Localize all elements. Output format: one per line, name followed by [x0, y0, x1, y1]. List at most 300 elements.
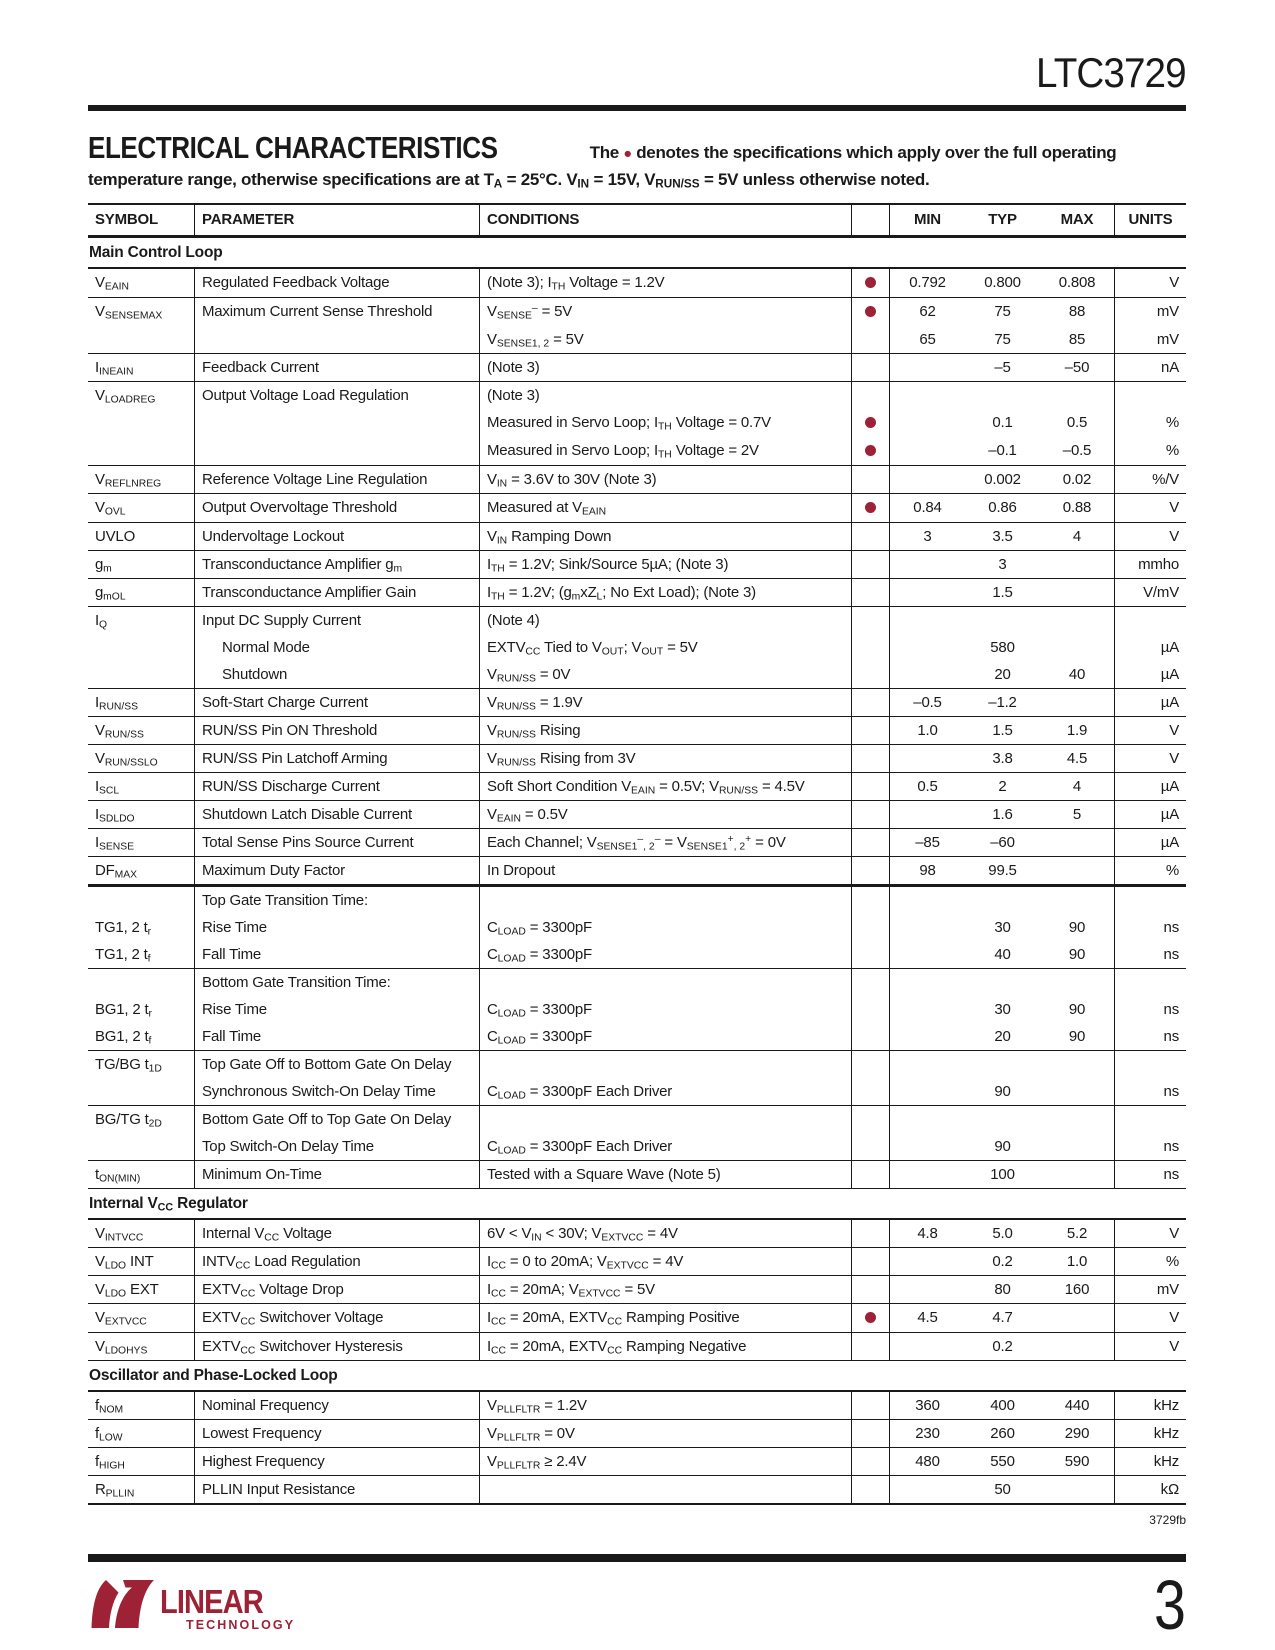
- cell-max: 5: [1040, 801, 1115, 828]
- cell-conditions: [480, 1106, 852, 1133]
- cell-units: ns: [1163, 1138, 1179, 1155]
- cell-min: 0.84: [913, 499, 942, 516]
- cell-conditions: $I_{CC} = 20mA$, $EXTV_{CC}$ Ramping Negative: [480, 1333, 852, 1360]
- cell-units: kHz: [1153, 1425, 1179, 1442]
- lt-logo-icon: [88, 1578, 156, 1630]
- table-row-line: [88, 269, 1186, 297]
- cell-conditions: $V_{RUN/SS} = 1.9V$: [480, 689, 852, 716]
- cell-conditions: $C_{LOAD} = 3300pF$ Each Driver: [480, 1133, 852, 1160]
- cell-symbol: BG/TG $t_{2D}$: [88, 1106, 195, 1133]
- table-row-line: [88, 409, 1186, 437]
- header-symbol: SYMBOL: [88, 205, 195, 235]
- cell-units: %: [1165, 442, 1179, 459]
- cell-conditions: (Note 3): [480, 354, 852, 381]
- table-row-line: [88, 1448, 1186, 1475]
- cell-conditions: $V_{SENSE}^- = 5V$: [480, 298, 852, 326]
- table-row-line: [88, 829, 1186, 856]
- table-row-line: [88, 914, 1186, 941]
- table-row-line: [88, 857, 1186, 884]
- cell-parameter: $EXTV_{CC}$ Switchover Hysteresis: [195, 1333, 480, 1360]
- table-row-line: [88, 579, 1186, 606]
- cell-units: %: [1165, 414, 1179, 431]
- cell-min: 3: [923, 528, 932, 545]
- cell-bullet: [852, 326, 890, 353]
- cell-typ: 3.8: [992, 750, 1013, 767]
- cell-symbol: $V_{LDO}$ EXT: [88, 1276, 195, 1303]
- cell-parameter: [195, 409, 480, 437]
- cell-symbol: UVLO: [88, 523, 195, 550]
- cell-max: [1040, 1051, 1115, 1078]
- cell-symbol: $I_{SCL}$: [88, 773, 195, 800]
- cell-typ: 3.5: [992, 528, 1013, 545]
- cell-bullet: [852, 298, 890, 326]
- cell-bullet: [852, 1333, 890, 1360]
- cell-max: [1040, 1476, 1115, 1503]
- logo-technology-text: TECHNOLOGY: [186, 1617, 296, 1632]
- cell-conditions: [480, 1051, 852, 1078]
- cell-max: 590: [1040, 1448, 1115, 1475]
- cell-units: %: [1165, 1253, 1179, 1270]
- cell-conditions: In Dropout: [480, 857, 852, 884]
- cell-bullet: [852, 857, 890, 884]
- cell-conditions: Measured in Servo Loop; $I_{TH}$ Voltage = 2V: [480, 437, 852, 465]
- cell-parameter: Total Sense Pins Source Current: [195, 829, 480, 856]
- cell-max: [1040, 1133, 1115, 1160]
- cell-bullet: [852, 1276, 890, 1303]
- cell-units: [1115, 969, 1186, 996]
- cell-parameter: Normal Mode: [195, 634, 480, 661]
- cell-units: V: [1169, 274, 1179, 291]
- cell-conditions: $C_{LOAD} = 3300pF$: [480, 996, 852, 1023]
- cell-bullet: [852, 887, 890, 914]
- cell-conditions: $C_{LOAD} = 3300pF$: [480, 914, 852, 941]
- cell-units: [1115, 1106, 1186, 1133]
- cell-max: 40: [1040, 661, 1115, 688]
- cell-max: 0.02: [1040, 466, 1115, 493]
- cell-parameter: Maximum Current Sense Threshold: [195, 298, 480, 326]
- table-row: [88, 773, 1186, 801]
- table-row: [88, 1304, 1186, 1333]
- table-row-line: [88, 1133, 1186, 1160]
- table-row-line: [88, 354, 1186, 381]
- table-row: [88, 689, 1186, 717]
- cell-typ: 260: [990, 1425, 1015, 1442]
- header-rule: [88, 105, 1186, 111]
- table-row: [88, 579, 1186, 607]
- cell-min: [890, 466, 965, 493]
- cell-bullet: [852, 409, 890, 437]
- cell-typ: 0.2: [992, 1338, 1013, 1355]
- cell-conditions: (Note 4): [480, 607, 852, 634]
- table-row-line: [88, 1476, 1186, 1503]
- cell-units: ns: [1163, 919, 1179, 936]
- cell-bullet: [852, 1248, 890, 1275]
- header-min: MIN: [914, 211, 941, 228]
- cell-bullet: [852, 607, 890, 634]
- cell-conditions: $EXTV_{CC}$ Tied to $V_{OUT}$; $V_{OUT} = 5V$: [480, 634, 852, 661]
- cell-parameter: Lowest Frequency: [195, 1420, 480, 1447]
- table-row-line: [88, 1023, 1186, 1050]
- cell-bullet: [852, 523, 890, 550]
- cell-symbol: $f_{LOW}$: [88, 1420, 195, 1447]
- cell-bullet: [852, 1023, 890, 1050]
- cell-typ: 90: [994, 1138, 1011, 1155]
- section-header-row: Main Control Loop: [88, 238, 1186, 269]
- cell-typ: –1.2: [988, 694, 1017, 711]
- table-row-line: [88, 1220, 1186, 1247]
- cell-units: V: [1169, 499, 1179, 516]
- table-row-line: [88, 382, 1186, 409]
- table-row-line: [88, 1248, 1186, 1275]
- cell-conditions: $V_{RUN/SS} = 0V$: [480, 661, 852, 688]
- cell-bullet: [852, 1106, 890, 1133]
- table-row-line: [88, 1420, 1186, 1447]
- cell-parameter: RUN/SS Pin Latchoff Arming: [195, 745, 480, 772]
- table-row-line: [88, 1333, 1186, 1360]
- table-header-row: [88, 203, 1186, 238]
- footer-row: [88, 1566, 1186, 1644]
- cell-min: [890, 996, 965, 1023]
- table-row: [88, 607, 1186, 689]
- cell-symbol: [88, 887, 195, 914]
- cell-conditions: Soft Short Condition $V_{EAIN} = 0.5V$; $V_{RUN/SS} = 4.5V$: [480, 773, 852, 800]
- cell-bullet: [852, 801, 890, 828]
- part-number: LTC3729: [1036, 49, 1186, 96]
- cell-max: [1040, 607, 1115, 634]
- cell-typ: 3: [998, 556, 1007, 573]
- title-line: [88, 132, 1186, 163]
- table-row: [88, 1420, 1186, 1448]
- cell-symbol: [88, 969, 195, 996]
- cell-min: 360: [915, 1397, 940, 1414]
- cell-bullet: [852, 634, 890, 661]
- cell-symbol: $V_{LDOHYS}$: [88, 1333, 195, 1360]
- cell-parameter: Top Switch-On Delay Time: [195, 1133, 480, 1160]
- table-row-line: [88, 661, 1186, 688]
- cell-parameter: Fall Time: [195, 941, 480, 968]
- cell-min: [890, 941, 965, 968]
- table-row-line: [88, 634, 1186, 661]
- cell-min: [890, 1023, 965, 1050]
- cell-max: [1040, 579, 1115, 606]
- cell-units: ns: [1163, 1001, 1179, 1018]
- header-bullet: [852, 205, 890, 235]
- cell-min: [890, 1133, 965, 1160]
- cell-symbol: $g_{mOL}$: [88, 579, 195, 606]
- cell-symbol: $g_m$: [88, 551, 195, 578]
- cell-min: [890, 1333, 965, 1360]
- cell-units: kHz: [1153, 1397, 1179, 1414]
- cell-bullet: [852, 1448, 890, 1475]
- cell-min: [890, 354, 965, 381]
- cell-units: V: [1169, 722, 1179, 739]
- table-row: [88, 1106, 1186, 1161]
- cell-units: V: [1169, 528, 1179, 545]
- cell-typ: 100: [990, 1166, 1015, 1183]
- cell-max: 85: [1040, 326, 1115, 353]
- table-row: [88, 801, 1186, 829]
- cell-min: 4.8: [917, 1225, 938, 1242]
- cell-parameter: [195, 437, 480, 465]
- cell-parameter: Regulated Feedback Voltage: [195, 269, 480, 297]
- cell-units: [1115, 607, 1186, 634]
- cell-conditions: $V_{PLLFLTR} \ge 2.4V$: [480, 1448, 852, 1475]
- cell-max: 440: [1040, 1392, 1115, 1419]
- cell-bullet: [852, 829, 890, 856]
- cell-units: ns: [1163, 1166, 1179, 1183]
- spec-bullet-icon: [865, 417, 876, 428]
- cell-min: 1.0: [917, 722, 938, 739]
- cell-conditions: [480, 887, 852, 914]
- cell-symbol: [88, 634, 195, 661]
- cell-bullet: [852, 579, 890, 606]
- cell-bullet: [852, 437, 890, 465]
- table-row-line: [88, 551, 1186, 578]
- cell-min: 480: [915, 1453, 940, 1470]
- cell-max: [1040, 382, 1115, 409]
- cell-typ: 0.86: [988, 499, 1017, 516]
- cell-bullet: [852, 969, 890, 996]
- cell-max: 4: [1040, 523, 1115, 550]
- cell-max: [1040, 1333, 1115, 1360]
- cell-symbol: BG1, 2 $t_f$: [88, 1023, 195, 1050]
- header-units: UNITS: [1128, 211, 1173, 228]
- cell-typ: 90: [994, 1083, 1011, 1100]
- cell-parameter: Bottom Gate Transition Time:: [195, 969, 480, 996]
- cell-parameter: Maximum Duty Factor: [195, 857, 480, 884]
- title-intro-line2: temperature range, otherwise specifications are at $T_A = 25^\circ C$. $V_{IN} = 15V$, $V_{RUN/SS} = 5V$ unless otherwise noted.: [88, 170, 930, 191]
- cell-units: [1115, 887, 1186, 914]
- cell-bullet: [852, 354, 890, 381]
- cell-bullet: [852, 1420, 890, 1447]
- cell-parameter: Output Voltage Load Regulation: [195, 382, 480, 409]
- cell-symbol: [88, 437, 195, 465]
- table-row-line: [88, 607, 1186, 634]
- cell-max: [1040, 551, 1115, 578]
- cell-conditions: Tested with a Square Wave (Note 5): [480, 1161, 852, 1188]
- cell-typ: –60: [990, 834, 1015, 851]
- spec-bullet-icon: [865, 277, 876, 288]
- cell-typ: 2: [998, 778, 1007, 795]
- cell-bullet: [852, 941, 890, 968]
- cell-max: 290: [1040, 1420, 1115, 1447]
- table-row-line: [88, 437, 1186, 465]
- table-row-line: [88, 1304, 1186, 1332]
- cell-conditions: $I_{TH} = 1.2V$; ($g_mxZ_L$; No Ext Load); (Note 3): [480, 579, 852, 606]
- cell-max: [1040, 1304, 1115, 1332]
- cell-units: ns: [1163, 946, 1179, 963]
- cell-units: [1115, 382, 1186, 409]
- cell-units: mmho: [1138, 556, 1179, 573]
- cell-min: [890, 579, 965, 606]
- cell-bullet: [852, 269, 890, 297]
- cell-typ: 1.5: [992, 584, 1013, 601]
- cell-units: V: [1169, 1338, 1179, 1355]
- spec-bullet-icon: [865, 1312, 876, 1323]
- spec-bullet-icon: [865, 445, 876, 456]
- cell-units: µA: [1160, 666, 1179, 683]
- cell-min: [890, 745, 965, 772]
- table-row-line: [88, 689, 1186, 716]
- cell-typ: 30: [994, 919, 1011, 936]
- cell-parameter: Transconductance Amplifier Gain: [195, 579, 480, 606]
- cell-max: [1040, 969, 1115, 996]
- table-row: [88, 857, 1186, 887]
- cell-min: –85: [915, 834, 940, 851]
- cell-symbol: $R_{PLLIN}$: [88, 1476, 195, 1503]
- cell-bullet: [852, 689, 890, 716]
- cell-symbol: $V_{RUN/SS}$: [88, 717, 195, 744]
- cell-min: [890, 1161, 965, 1188]
- cell-max: 90: [1040, 941, 1115, 968]
- electrical-characteristics-table: [88, 203, 1186, 1505]
- cell-min: [890, 437, 965, 465]
- table-row: [88, 494, 1186, 523]
- cell-symbol: $I_{SENSE}$: [88, 829, 195, 856]
- cell-bullet: [852, 1392, 890, 1419]
- cell-min: 0.792: [909, 274, 946, 291]
- table-row: [88, 466, 1186, 494]
- cell-units: µA: [1160, 806, 1179, 823]
- cell-max: 5.2: [1040, 1220, 1115, 1247]
- cell-max: 0.5: [1040, 409, 1115, 437]
- table-row: [88, 969, 1186, 1051]
- table-row: [88, 1220, 1186, 1248]
- cell-parameter: Minimum On-Time: [195, 1161, 480, 1188]
- cell-units: µA: [1160, 834, 1179, 851]
- table-row-line: [88, 969, 1186, 996]
- cell-symbol: $f_{NOM}$: [88, 1392, 195, 1419]
- cell-bullet: [852, 466, 890, 493]
- cell-typ: 580: [990, 639, 1015, 656]
- table-row-line: [88, 1106, 1186, 1133]
- cell-symbol: $I_Q$: [88, 607, 195, 634]
- cell-conditions: $C_{LOAD} = 3300pF$: [480, 941, 852, 968]
- table-row: [88, 1476, 1186, 1505]
- cell-symbol: $V_{REFLNREG}$: [88, 466, 195, 493]
- cell-parameter: Shutdown Latch Disable Current: [195, 801, 480, 828]
- table-row: [88, 298, 1186, 354]
- cell-min: 0.5: [917, 778, 938, 795]
- cell-max: [1040, 689, 1115, 716]
- cell-symbol: $V_{INTVCC}$: [88, 1220, 195, 1247]
- cell-max: [1040, 1078, 1115, 1105]
- cell-min: [890, 969, 965, 996]
- cell-conditions: $V_{PLLFLTR} = 0V$: [480, 1420, 852, 1447]
- table-row-line: [88, 326, 1186, 353]
- cell-parameter: Transconductance Amplifier $g_m$: [195, 551, 480, 578]
- cell-units: ns: [1163, 1028, 1179, 1045]
- cell-parameter: PLLIN Input Resistance: [195, 1476, 480, 1503]
- cell-min: [890, 914, 965, 941]
- cell-conditions: $I_{TH} = 1.2V$; Sink/Source 5µA; (Note 3): [480, 551, 852, 578]
- cell-units: mV: [1156, 331, 1179, 348]
- cell-parameter: Rise Time: [195, 914, 480, 941]
- footer-rule: [88, 1554, 1186, 1562]
- cell-parameter: $INTV_{CC}$ Load Regulation: [195, 1248, 480, 1275]
- masthead: [88, 49, 1186, 102]
- cell-symbol: $I_{SDLDO}$: [88, 801, 195, 828]
- cell-symbol: $I_{RUN/SS}$: [88, 689, 195, 716]
- cell-conditions: $V_{PLLFLTR} = 1.2V$: [480, 1392, 852, 1419]
- cell-units: [1115, 1051, 1186, 1078]
- cell-max: 4.5: [1040, 745, 1115, 772]
- cell-parameter: Internal $V_{CC}$ Voltage: [195, 1220, 480, 1247]
- cell-conditions: $I_{CC} = 20mA$; $V_{EXTVCC} = 5V$: [480, 1276, 852, 1303]
- cell-parameter: $EXTV_{CC}$ Switchover Voltage: [195, 1304, 480, 1332]
- cell-max: 90: [1040, 1023, 1115, 1050]
- cell-units: %: [1165, 862, 1179, 879]
- cell-bullet: [852, 773, 890, 800]
- cell-parameter: RUN/SS Discharge Current: [195, 773, 480, 800]
- cell-max: 90: [1040, 996, 1115, 1023]
- cell-typ: [965, 887, 1040, 914]
- cell-conditions: $C_{LOAD} = 3300pF$: [480, 1023, 852, 1050]
- page-number: 3: [1154, 1566, 1186, 1644]
- cell-max: [1040, 634, 1115, 661]
- logo-texts: [160, 1583, 296, 1632]
- table-row-line: [88, 466, 1186, 493]
- spec-bullet-icon: [865, 306, 876, 317]
- cell-parameter: Top Gate Off to Bottom Gate On Delay: [195, 1051, 480, 1078]
- cell-conditions: $V_{EAIN} = 0.5V$: [480, 801, 852, 828]
- cell-bullet: [852, 1304, 890, 1332]
- cell-bullet: [852, 745, 890, 772]
- cell-typ: [965, 1051, 1040, 1078]
- cell-min: [890, 801, 965, 828]
- cell-typ: –5: [994, 359, 1011, 376]
- cell-typ: 40: [994, 946, 1011, 963]
- cell-typ: 0.002: [984, 471, 1021, 488]
- table-row-line: [88, 1392, 1186, 1419]
- cell-parameter: Synchronous Switch-On Delay Time: [195, 1078, 480, 1105]
- cell-typ: 75: [994, 331, 1011, 348]
- cell-max: 4: [1040, 773, 1115, 800]
- section-header-row: Oscillator and Phase-Locked Loop: [88, 1361, 1186, 1392]
- cell-conditions: $V_{RUN/SS}$ Rising: [480, 717, 852, 744]
- table-row-line: [88, 996, 1186, 1023]
- cell-min: [890, 1248, 965, 1275]
- cell-symbol: [88, 1133, 195, 1160]
- cell-min: –0.5: [913, 694, 942, 711]
- cell-typ: 0.2: [992, 1253, 1013, 1270]
- table-row-line: [88, 298, 1186, 326]
- table-row: [88, 1448, 1186, 1476]
- cell-units: µA: [1160, 778, 1179, 795]
- cell-typ: 1.6: [992, 806, 1013, 823]
- cell-typ: 50: [994, 1481, 1011, 1498]
- table-row: [88, 1333, 1186, 1361]
- cell-parameter: $EXTV_{CC}$ Voltage Drop: [195, 1276, 480, 1303]
- header-max: MAX: [1040, 205, 1115, 235]
- table-row: [88, 1248, 1186, 1276]
- table-row-line: [88, 494, 1186, 522]
- table-row: [88, 382, 1186, 466]
- cell-units: V/mV: [1143, 584, 1179, 601]
- cell-typ: [965, 382, 1040, 409]
- logo-linear-text: LINEAR: [160, 1583, 263, 1620]
- cell-units: V: [1169, 1309, 1179, 1326]
- cell-typ: 0.800: [984, 274, 1021, 291]
- cell-min: [890, 607, 965, 634]
- cell-parameter: Nominal Frequency: [195, 1392, 480, 1419]
- cell-symbol: $I_{INEAIN}$: [88, 354, 195, 381]
- table-row-line: [88, 1078, 1186, 1105]
- cell-min: 65: [919, 331, 936, 348]
- cell-units: ns: [1163, 1083, 1179, 1100]
- cell-typ: 550: [990, 1453, 1015, 1470]
- cell-max: 90: [1040, 914, 1115, 941]
